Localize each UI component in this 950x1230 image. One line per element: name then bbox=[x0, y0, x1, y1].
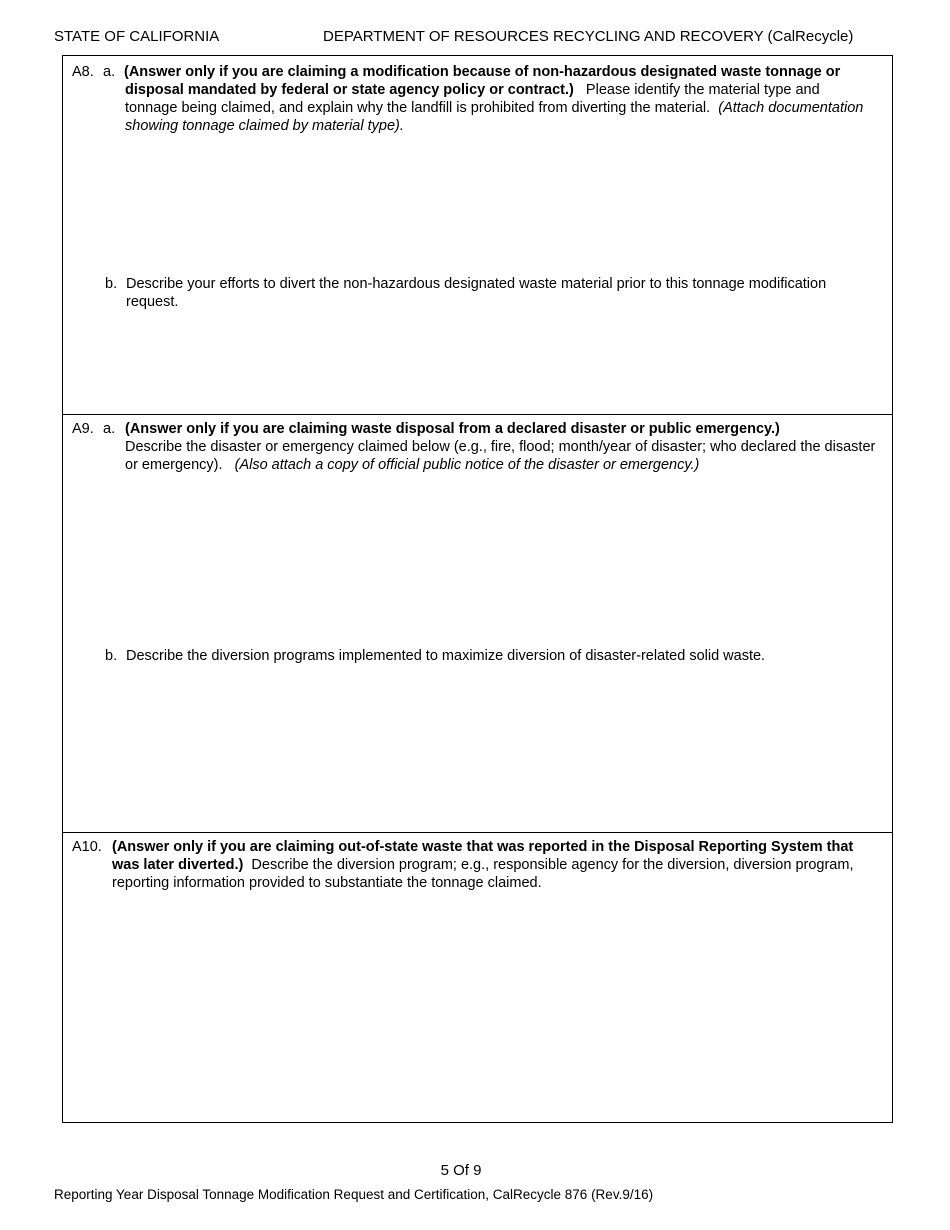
a8-number: A8. bbox=[72, 64, 94, 80]
a8-b-question: Describe your efforts to divert the non-hazardous designated waste material prior to this tonnage modification request. bbox=[126, 276, 827, 310]
a9-b-question: Describe the diversion programs implemented to maximize diversion of disaster-related solid waste. bbox=[126, 648, 766, 664]
section-a10 bbox=[63, 832, 892, 1123]
a10-bold: (Answer only if you are claiming out-of-state waste that was reported in the Disposal Reporting System that was later diverted.) bbox=[112, 839, 854, 873]
a8-a-label: a. bbox=[103, 64, 116, 80]
a9-a-text: Describe the disaster or emergency claimed below (e.g., fire, flood; month/year of disaster; who declared the disaster or emergency). bbox=[125, 439, 876, 473]
a8-a-italic: (Attach documentation showing tonnage claimed by material type). bbox=[125, 100, 864, 134]
a9-a-label: a. bbox=[103, 421, 116, 437]
page-number: 5 Of 9 bbox=[440, 1162, 482, 1179]
a9-a-question bbox=[125, 420, 876, 474]
a9-a-bold: (Answer only if you are claiming waste disposal from a declared disaster or public emergency.) bbox=[125, 421, 780, 437]
a9-number: A9. bbox=[72, 421, 94, 437]
a8-a-question bbox=[125, 63, 876, 135]
a8-b-label: b. bbox=[105, 276, 118, 292]
a10-question bbox=[112, 838, 876, 892]
a8-a-text: Please identify the material type and tonnage being claimed, and explain why the landfill is prohibited from diverting the material. bbox=[125, 82, 820, 116]
section-a9 bbox=[63, 414, 892, 834]
a8-a-bold: (Answer only if you are claiming a modification because of non-hazardous designated waste tonnage or disposal mandated by federal or state agency policy or contract.) bbox=[124, 64, 841, 98]
department-header: DEPARTMENT OF RESOURCES RECYCLING AND RECOVERY (CalRecycle) bbox=[323, 28, 854, 45]
form-identifier: Reporting Year Disposal Tonnage Modification Request and Certification, CalRecycle 876 (Rev.9/16) bbox=[54, 1187, 654, 1202]
state-header: STATE OF CALIFORNIA bbox=[54, 28, 220, 45]
a9-a-italic: (Also attach a copy of official public notice of the disaster or emergency.) bbox=[234, 457, 700, 473]
a10-text: Describe the diversion program; e.g., responsible agency for the diversion, diversion program, reporting information provided to substantiate the tonnage claimed. bbox=[112, 857, 854, 891]
form-box bbox=[62, 55, 893, 1123]
a10-number: A10. bbox=[72, 839, 102, 855]
a9-b-label: b. bbox=[105, 648, 118, 664]
section-a8 bbox=[63, 56, 892, 415]
